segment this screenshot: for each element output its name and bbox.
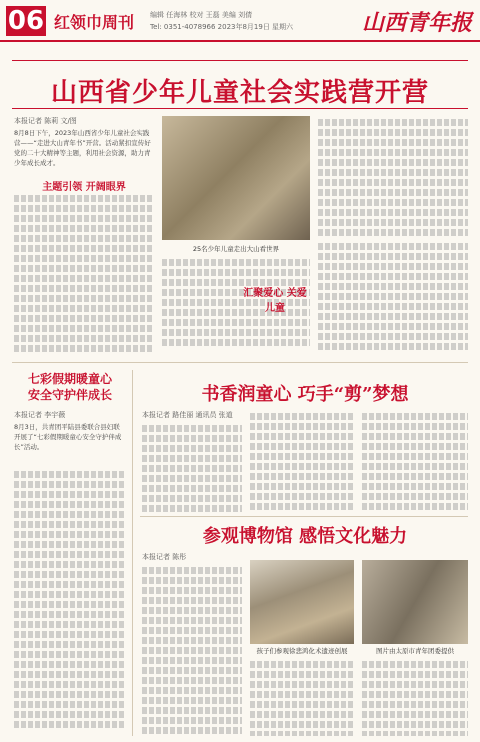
main-subhead-1: 主题引领 开阔眼界 [42,182,126,193]
mid-body-col3 [362,410,468,512]
main-photo-caption: 25名少年儿童走出大山看世界 [192,245,280,253]
divider-2 [140,516,468,517]
left-intro: 8月3日，共青团平陆县委联合县妇联开展了“七彩假期暖童心安全守护伴成长”活动。 [14,423,122,451]
page-number: 06 [7,6,45,36]
museum-byline: 本报记者 陈彤 [142,553,187,561]
main-body-col1 [14,192,154,352]
left-body [14,468,126,736]
museum-body-col3 [362,658,468,736]
rule-top [12,60,468,61]
divider [12,362,468,363]
museum-photo-1 [250,560,354,644]
museum-body-col1 [142,564,242,736]
newspaper-logo: 山西青年报 [361,10,472,36]
mid-body-col2 [250,410,354,512]
left-byline: 本报记者 李宇薇 [14,411,66,419]
mid-body-col1 [142,422,242,512]
main-photo [162,116,310,240]
main-intro: 8月8日下午，2023年山西省少年儿童社会实践营——“走进大山青年书”开营。活动紧扣宣传好党的二十大精神等主题，利用社会资源，助力青少年成长成才。 [14,129,151,167]
main-body-col4 [318,240,468,352]
editor-line: 编辑 任海林 校对 王磊 美编 刘倩 [150,11,253,19]
left-title-1: 七彩假期暖童心 [27,372,112,386]
museum-body-col2 [250,658,354,736]
museum-photo-1-caption: 孩子们参观徐悲鸿化术遗迹创展 [256,647,348,655]
mid-byline: 本报记者 路佳丽 通讯员 张道 [142,411,233,419]
main-subhead-2: 汇聚爱心 关爱儿童 [243,288,307,314]
main-headline: 山西省少年儿童社会实践营开营 [50,78,429,108]
museum-headline: 参观博物馆 感悟文化魅力 [202,526,408,547]
museum-photo-2 [362,560,468,644]
rule-bottom [12,108,468,109]
main-body-col3 [318,116,468,236]
left-title-2: 安全守护伴成长 [27,388,112,402]
date-line: Tel: 0351-4078966 2023年8月19日 星期六 [150,23,294,31]
main-byline: 本报记者 陈莉 文/图 [14,117,77,125]
museum-photo-2-caption: 图片由太原市青年团委提供 [376,647,454,655]
mid-headline: 书香润童心 巧手“剪”梦想 [201,384,409,405]
column-rule [132,370,133,736]
section-title: 红领巾周刊 [54,13,135,32]
